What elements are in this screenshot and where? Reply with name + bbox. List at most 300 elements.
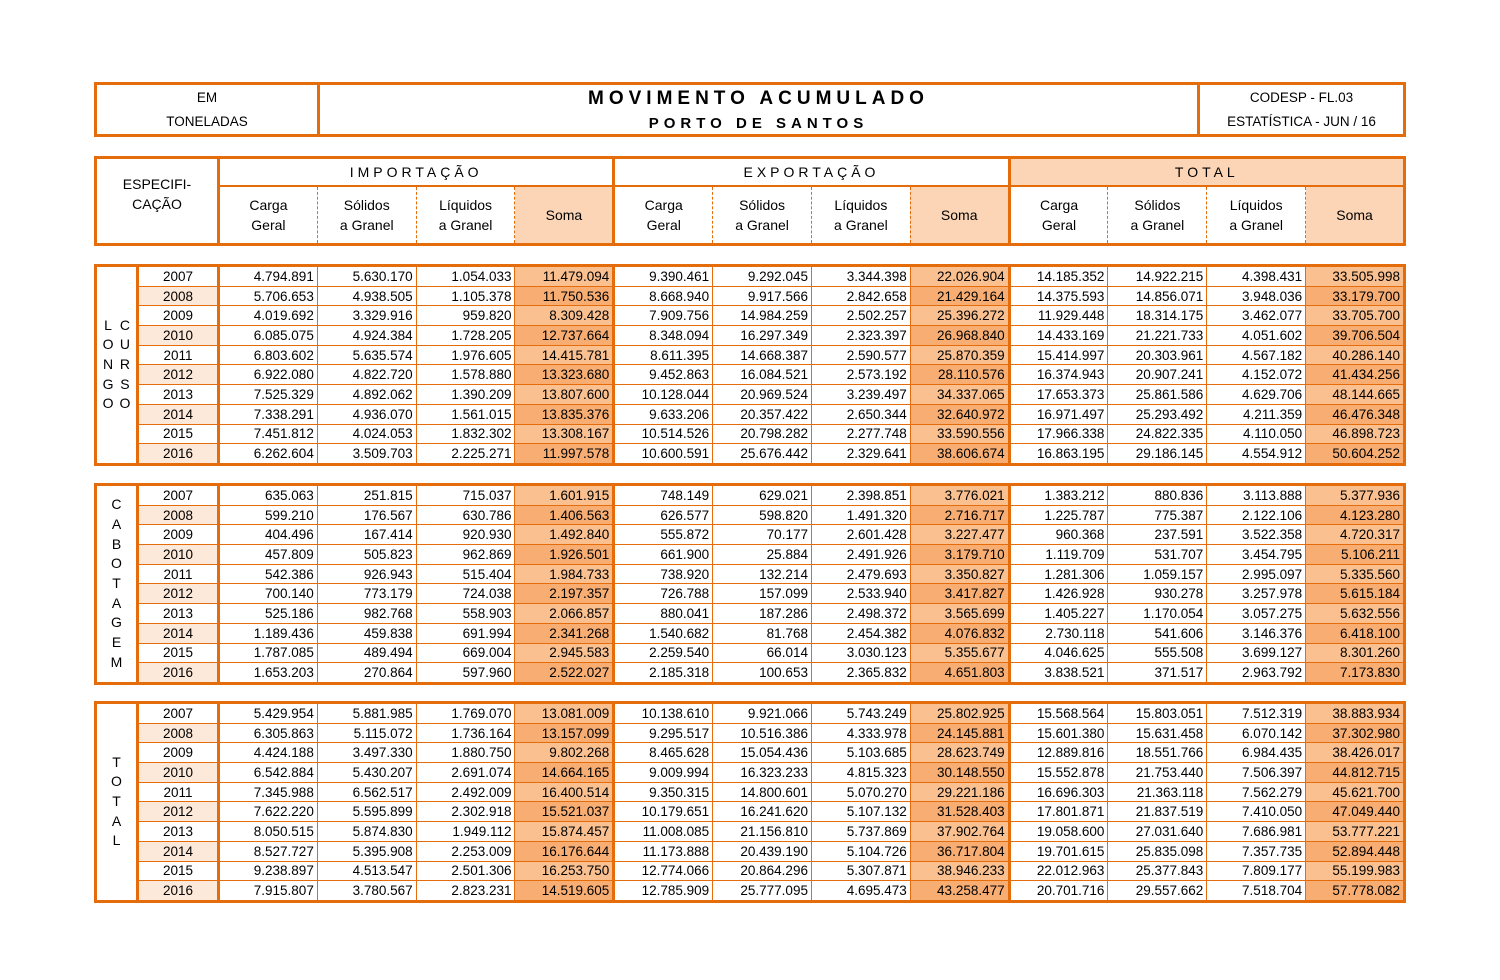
year-cell: 2010 xyxy=(138,763,219,783)
value-cell: 1.405.227 xyxy=(1009,604,1108,624)
value-cell: 21.837.519 xyxy=(1108,802,1207,822)
block-label-letter: O xyxy=(111,555,122,572)
block-label-letter: A xyxy=(111,515,122,532)
value-cell: 9.633.206 xyxy=(614,404,713,424)
value-cell: 12.785.909 xyxy=(614,881,713,902)
value-cell: 531.707 xyxy=(1108,545,1207,565)
value-cell: 13.308.167 xyxy=(515,424,614,444)
value-cell: 2.995.097 xyxy=(1207,564,1306,584)
value-cell: 1.984.733 xyxy=(515,564,614,584)
year-cell: 2012 xyxy=(138,365,219,385)
value-cell: 598.820 xyxy=(713,505,812,525)
value-cell: 2.963.792 xyxy=(1207,663,1306,684)
value-cell: 7.809.177 xyxy=(1207,861,1306,881)
value-cell: 6.562.517 xyxy=(317,782,416,802)
value-cell: 44.812.715 xyxy=(1306,763,1405,783)
subhead-line1: Sólidos xyxy=(739,196,786,213)
value-cell: 3.838.521 xyxy=(1009,663,1108,684)
value-cell: 2.498.372 xyxy=(811,604,910,624)
value-cell: 5.115.072 xyxy=(317,723,416,743)
column-header xyxy=(94,156,1406,246)
value-cell: 515.404 xyxy=(416,564,515,584)
value-cell: 1.383.212 xyxy=(1009,485,1108,506)
value-cell: 2.501.306 xyxy=(416,861,515,881)
value-cell: 5.615.184 xyxy=(1306,584,1405,604)
subhead-line1: Carga xyxy=(249,196,288,213)
value-cell: 4.398.431 xyxy=(1207,266,1306,287)
value-cell: 25.777.095 xyxy=(713,881,812,902)
value-cell: 20.701.716 xyxy=(1009,881,1108,902)
value-cell: 7.518.704 xyxy=(1207,881,1306,902)
report-subtitle: PORTO DE SANTOS xyxy=(648,114,869,132)
table-row xyxy=(96,525,1405,545)
table-row xyxy=(96,643,1405,663)
year-cell: 2009 xyxy=(138,525,219,545)
value-cell: 4.936.070 xyxy=(317,404,416,424)
value-cell: 1.578.880 xyxy=(416,365,515,385)
table-row xyxy=(96,306,1405,326)
value-cell: 16.297.349 xyxy=(713,326,812,346)
value-cell: 1.736.164 xyxy=(416,723,515,743)
value-cell: 4.513.547 xyxy=(317,861,416,881)
value-cell: 8.527.727 xyxy=(219,841,318,861)
value-cell: 14.519.605 xyxy=(515,881,614,902)
value-cell: 10.128.044 xyxy=(614,385,713,405)
value-cell: 10.600.591 xyxy=(614,444,713,465)
value-cell: 38.946.233 xyxy=(910,861,1009,881)
year-cell: 2010 xyxy=(138,326,219,346)
value-cell: 4.024.053 xyxy=(317,424,416,444)
unit-line1: EM xyxy=(196,89,218,105)
value-cell: 459.838 xyxy=(317,623,416,643)
value-cell: 635.063 xyxy=(219,485,318,506)
value-cell: 15.552.878 xyxy=(1009,763,1108,783)
table-row xyxy=(96,604,1405,624)
value-cell: 25.396.272 xyxy=(910,306,1009,326)
value-cell: 3.417.827 xyxy=(910,584,1009,604)
value-cell: 1.728.205 xyxy=(416,326,515,346)
block-label-letter: A xyxy=(111,812,122,829)
value-cell: 15.601.380 xyxy=(1009,723,1108,743)
value-cell: 14.856.071 xyxy=(1108,286,1207,306)
spec-line2: CAÇÃO xyxy=(132,195,182,212)
value-cell: 9.802.268 xyxy=(515,743,614,763)
value-cell: 19.701.615 xyxy=(1009,841,1108,861)
value-cell: 2.277.748 xyxy=(811,424,910,444)
value-cell: 8.301.260 xyxy=(1306,643,1405,663)
value-cell: 3.522.358 xyxy=(1207,525,1306,545)
value-cell: 1.119.709 xyxy=(1009,545,1108,565)
year-cell: 2015 xyxy=(138,424,219,444)
value-cell: 4.567.182 xyxy=(1207,345,1306,365)
value-cell: 926.943 xyxy=(317,564,416,584)
value-cell: 18.314.175 xyxy=(1108,306,1207,326)
value-cell: 7.915.807 xyxy=(219,881,318,902)
table-row xyxy=(96,743,1405,763)
value-cell: 4.924.384 xyxy=(317,326,416,346)
value-cell: 1.426.928 xyxy=(1009,584,1108,604)
table-row xyxy=(96,723,1405,743)
year-cell: 2009 xyxy=(138,306,219,326)
value-cell: 20.907.241 xyxy=(1108,365,1207,385)
value-cell: 9.917.566 xyxy=(713,286,812,306)
table-row xyxy=(96,424,1405,444)
value-cell: 661.900 xyxy=(614,545,713,565)
value-cell: 15.054.436 xyxy=(713,743,812,763)
year-cell: 2012 xyxy=(138,802,219,822)
value-cell: 11.479.094 xyxy=(515,266,614,287)
value-cell: 4.051.602 xyxy=(1207,326,1306,346)
value-cell: 21.156.810 xyxy=(713,822,812,842)
block-label-letter: U xyxy=(119,336,130,353)
value-cell: 46.898.723 xyxy=(1306,424,1405,444)
value-cell: 11.173.888 xyxy=(614,841,713,861)
subhead-line1: Carga xyxy=(644,196,683,213)
value-cell: 3.257.978 xyxy=(1207,584,1306,604)
value-cell: 542.386 xyxy=(219,564,318,584)
value-cell: 8.309.428 xyxy=(515,306,614,326)
table-row xyxy=(96,861,1405,881)
value-cell: 4.938.505 xyxy=(317,286,416,306)
value-cell: 2.365.832 xyxy=(811,663,910,684)
value-cell: 525.186 xyxy=(219,604,318,624)
value-cell: 2.329.641 xyxy=(811,444,910,465)
block-total xyxy=(94,701,1406,903)
value-cell: 2.573.192 xyxy=(811,365,910,385)
value-cell: 20.439.190 xyxy=(713,841,812,861)
block-label-letter: G xyxy=(102,375,114,392)
value-cell: 5.395.908 xyxy=(317,841,416,861)
value-cell: 489.494 xyxy=(317,643,416,663)
unit-line2: TONELADAS xyxy=(166,114,248,130)
value-cell: 597.960 xyxy=(416,663,515,684)
subhead-line2: Geral xyxy=(1041,216,1077,233)
value-cell: 4.211.359 xyxy=(1207,404,1306,424)
value-cell: 20.357.422 xyxy=(713,404,812,424)
value-cell: 14.664.165 xyxy=(515,763,614,783)
value-cell: 8.611.395 xyxy=(614,345,713,365)
value-cell: 7.345.988 xyxy=(219,782,318,802)
year-cell: 2014 xyxy=(138,841,219,861)
value-cell: 28.623.749 xyxy=(910,743,1009,763)
table-row xyxy=(96,385,1405,405)
value-cell: 1.491.320 xyxy=(811,505,910,525)
value-cell: 7.357.735 xyxy=(1207,841,1306,861)
value-cell: 629.021 xyxy=(713,485,812,506)
value-cell: 457.809 xyxy=(219,545,318,565)
value-cell: 50.604.252 xyxy=(1306,444,1405,465)
value-cell: 2.533.940 xyxy=(811,584,910,604)
value-cell: 5.430.207 xyxy=(317,763,416,783)
block-cabotagem xyxy=(94,483,1406,685)
table-row xyxy=(96,881,1405,902)
value-cell: 14.800.601 xyxy=(713,782,812,802)
value-cell: 555.508 xyxy=(1108,643,1207,663)
block-label-letter: G xyxy=(111,614,122,631)
subhead-line1: Líquidos xyxy=(1229,196,1283,213)
value-cell: 17.966.338 xyxy=(1009,424,1108,444)
subhead-tot-0 xyxy=(1009,186,1108,244)
value-cell: 16.971.497 xyxy=(1009,404,1108,424)
value-cell: 16.374.943 xyxy=(1009,365,1108,385)
subhead-imp-1 xyxy=(317,186,416,244)
value-cell: 37.902.764 xyxy=(910,822,1009,842)
value-cell: 55.199.983 xyxy=(1306,861,1405,881)
value-cell: 599.210 xyxy=(219,505,318,525)
value-cell: 700.140 xyxy=(219,584,318,604)
value-cell: 2.302.918 xyxy=(416,802,515,822)
value-cell: 2.716.717 xyxy=(910,505,1009,525)
value-cell: 5.632.556 xyxy=(1306,604,1405,624)
table-row xyxy=(96,365,1405,385)
value-cell: 187.286 xyxy=(713,604,812,624)
subhead-line1: Soma xyxy=(940,206,978,223)
value-cell: 962.869 xyxy=(416,545,515,565)
value-cell: 38.883.934 xyxy=(1306,703,1405,724)
subhead-tot-1 xyxy=(1108,186,1207,244)
value-cell: 45.621.700 xyxy=(1306,782,1405,802)
subhead-tot-2 xyxy=(1207,186,1306,244)
value-cell: 20.303.961 xyxy=(1108,345,1207,365)
year-cell: 2012 xyxy=(138,584,219,604)
value-cell: 14.185.352 xyxy=(1009,266,1108,287)
value-cell: 555.872 xyxy=(614,525,713,545)
value-cell: 3.329.916 xyxy=(317,306,416,326)
value-cell: 5.355.677 xyxy=(910,643,1009,663)
source-line1: CODESP - FL.03 xyxy=(1249,89,1354,105)
value-cell: 11.750.536 xyxy=(515,286,614,306)
value-cell: 2.185.318 xyxy=(614,663,713,684)
value-cell: 10.516.386 xyxy=(713,723,812,743)
year-cell: 2015 xyxy=(138,861,219,881)
value-cell: 626.577 xyxy=(614,505,713,525)
value-cell: 12.737.664 xyxy=(515,326,614,346)
value-cell: 3.565.699 xyxy=(910,604,1009,624)
value-cell: 5.874.830 xyxy=(317,822,416,842)
value-cell: 2.590.577 xyxy=(811,345,910,365)
value-cell: 5.737.869 xyxy=(811,822,910,842)
value-cell: 4.794.891 xyxy=(219,266,318,287)
value-cell: 3.462.077 xyxy=(1207,306,1306,326)
subhead-exp-0 xyxy=(614,186,713,244)
value-cell: 3.776.021 xyxy=(910,485,1009,506)
value-cell: 6.262.604 xyxy=(219,444,318,465)
value-cell: 2.823.231 xyxy=(416,881,515,902)
table-row xyxy=(96,802,1405,822)
subhead-line1: Soma xyxy=(1336,206,1373,223)
value-cell: 21.363.118 xyxy=(1108,782,1207,802)
block-label-letter: L xyxy=(112,832,121,849)
year-cell: 2016 xyxy=(138,663,219,684)
spec-line1: ESPECIFI- xyxy=(122,175,192,192)
value-cell: 9.295.517 xyxy=(614,723,713,743)
value-cell: 920.930 xyxy=(416,525,515,545)
subhead-exp-1 xyxy=(713,186,812,244)
value-cell: 25.802.925 xyxy=(910,703,1009,724)
value-cell: 1.926.501 xyxy=(515,545,614,565)
block-label-letter: S xyxy=(120,375,130,392)
value-cell: 8.465.628 xyxy=(614,743,713,763)
value-cell: 26.968.840 xyxy=(910,326,1009,346)
value-cell: 4.019.692 xyxy=(219,306,318,326)
block-label xyxy=(96,485,138,684)
value-cell: 1.054.033 xyxy=(416,266,515,287)
value-cell: 37.302.980 xyxy=(1306,723,1405,743)
table-row xyxy=(96,703,1405,724)
value-cell: 270.864 xyxy=(317,663,416,684)
spec-header xyxy=(96,158,219,245)
value-cell: 2.601.428 xyxy=(811,525,910,545)
block-label-letter: B xyxy=(111,535,122,552)
value-cell: 36.717.804 xyxy=(910,841,1009,861)
value-cell: 6.803.602 xyxy=(219,345,318,365)
value-cell: 66.014 xyxy=(713,643,812,663)
year-cell: 2008 xyxy=(138,723,219,743)
value-cell: 6.418.100 xyxy=(1306,623,1405,643)
value-cell: 16.696.303 xyxy=(1009,782,1108,802)
table-row xyxy=(96,782,1405,802)
value-cell: 22.012.963 xyxy=(1009,861,1108,881)
value-cell: 726.788 xyxy=(614,584,713,604)
value-cell: 11.997.578 xyxy=(515,444,614,465)
table-row xyxy=(96,841,1405,861)
value-cell: 22.026.904 xyxy=(910,266,1009,287)
value-cell: 10.514.526 xyxy=(614,424,713,444)
block-label xyxy=(96,266,138,465)
value-cell: 1.976.605 xyxy=(416,345,515,365)
value-cell: 6.542.884 xyxy=(219,763,318,783)
value-cell: 25.884 xyxy=(713,545,812,565)
year-cell: 2010 xyxy=(138,545,219,565)
unit-box xyxy=(97,85,320,134)
value-cell: 3.179.710 xyxy=(910,545,1009,565)
value-cell: 558.903 xyxy=(416,604,515,624)
subhead-imp-0 xyxy=(219,186,318,244)
value-cell: 46.476.348 xyxy=(1306,404,1405,424)
value-cell: 3.344.398 xyxy=(811,266,910,287)
value-cell: 880.836 xyxy=(1108,485,1207,506)
value-cell: 2.842.658 xyxy=(811,286,910,306)
year-cell: 2013 xyxy=(138,822,219,842)
value-cell: 5.103.685 xyxy=(811,743,910,763)
value-cell: 3.948.036 xyxy=(1207,286,1306,306)
value-cell: 3.146.376 xyxy=(1207,623,1306,643)
value-cell: 5.881.985 xyxy=(317,703,416,724)
value-cell: 8.668.940 xyxy=(614,286,713,306)
value-cell: 9.238.897 xyxy=(219,861,318,881)
value-cell: 13.807.600 xyxy=(515,385,614,405)
table-row xyxy=(96,404,1405,424)
value-cell: 715.037 xyxy=(416,485,515,506)
value-cell: 2.945.583 xyxy=(515,643,614,663)
source-box xyxy=(1197,85,1403,134)
value-cell: 4.110.050 xyxy=(1207,424,1306,444)
value-cell: 15.521.037 xyxy=(515,802,614,822)
table-row xyxy=(96,663,1405,684)
value-cell: 3.350.827 xyxy=(910,564,1009,584)
value-cell: 3.780.567 xyxy=(317,881,416,902)
block-label-letter: N xyxy=(102,356,114,373)
value-cell: 7.173.830 xyxy=(1306,663,1405,684)
value-cell: 7.562.279 xyxy=(1207,782,1306,802)
value-cell: 6.984.435 xyxy=(1207,743,1306,763)
subhead-line2: a Granel xyxy=(339,216,394,233)
value-cell: 2.398.851 xyxy=(811,485,910,506)
value-cell: 3.113.888 xyxy=(1207,485,1306,506)
value-cell: 31.528.403 xyxy=(910,802,1009,822)
table-row xyxy=(96,485,1405,506)
value-cell: 29.221.186 xyxy=(910,782,1009,802)
value-cell: 251.815 xyxy=(317,485,416,506)
block-longo-curso xyxy=(94,264,1406,466)
value-cell: 34.337.065 xyxy=(910,385,1009,405)
table-row xyxy=(96,345,1405,365)
value-cell: 25.861.586 xyxy=(1108,385,1207,405)
value-cell: 14.984.259 xyxy=(713,306,812,326)
value-cell: 4.123.280 xyxy=(1306,505,1405,525)
value-cell: 7.686.981 xyxy=(1207,822,1306,842)
value-cell: 7.410.050 xyxy=(1207,802,1306,822)
value-cell: 18.551.766 xyxy=(1108,743,1207,763)
value-cell: 17.801.871 xyxy=(1009,802,1108,822)
value-cell: 25.377.843 xyxy=(1108,861,1207,881)
value-cell: 17.653.373 xyxy=(1009,385,1108,405)
value-cell: 7.506.397 xyxy=(1207,763,1306,783)
year-cell: 2016 xyxy=(138,444,219,465)
value-cell: 1.561.015 xyxy=(416,404,515,424)
value-cell: 9.350.315 xyxy=(614,782,713,802)
value-cell: 2.502.257 xyxy=(811,306,910,326)
value-cell: 47.049.440 xyxy=(1306,802,1405,822)
subhead-line1: Carga xyxy=(1039,196,1079,213)
table-row xyxy=(96,623,1405,643)
value-cell: 16.253.750 xyxy=(515,861,614,881)
value-cell: 505.823 xyxy=(317,545,416,565)
value-cell: 2.253.009 xyxy=(416,841,515,861)
table-row xyxy=(96,326,1405,346)
value-cell: 6.305.863 xyxy=(219,723,318,743)
block-label-letter: A xyxy=(111,594,122,611)
value-cell: 4.424.188 xyxy=(219,743,318,763)
value-cell: 14.922.215 xyxy=(1108,266,1207,287)
value-cell: 38.606.674 xyxy=(910,444,1009,465)
block-label-letter: T xyxy=(112,575,121,592)
year-cell: 2014 xyxy=(138,623,219,643)
value-cell: 2.225.271 xyxy=(416,444,515,465)
value-cell: 5.106.211 xyxy=(1306,545,1405,565)
value-cell: 21.221.733 xyxy=(1108,326,1207,346)
value-cell: 157.099 xyxy=(713,584,812,604)
value-cell: 5.429.954 xyxy=(219,703,318,724)
value-cell: 5.377.936 xyxy=(1306,485,1405,506)
value-cell: 39.706.504 xyxy=(1306,326,1405,346)
value-cell: 9.390.461 xyxy=(614,266,713,287)
value-cell: 16.323.233 xyxy=(713,763,812,783)
block-label-letter: C xyxy=(119,316,130,333)
subhead-imp-3 xyxy=(515,186,614,244)
value-cell: 16.863.195 xyxy=(1009,444,1108,465)
subhead-line2: a Granel xyxy=(735,216,789,233)
block-label-letter: L xyxy=(104,316,112,333)
value-cell: 16.176.644 xyxy=(515,841,614,861)
value-cell: 7.525.329 xyxy=(219,385,318,405)
value-cell: 33.705.700 xyxy=(1306,306,1405,326)
block-label-letter: M xyxy=(110,653,123,670)
value-cell: 5.595.899 xyxy=(317,802,416,822)
value-cell: 1.653.203 xyxy=(219,663,318,684)
value-cell: 2.650.344 xyxy=(811,404,910,424)
value-cell: 70.177 xyxy=(713,525,812,545)
